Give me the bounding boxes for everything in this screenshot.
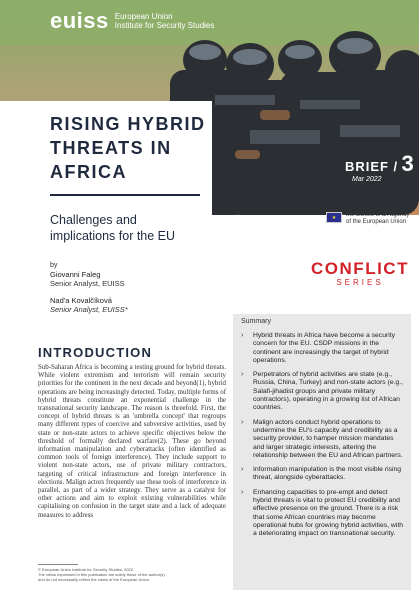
document-subtitle xyxy=(50,212,250,244)
summary-item-text: Enhancing capacities to pre-empt and detect hybrid threats is vital to protect EU credibility and effective presence on the ground. There is a risk that some African countries may become operational hubs for growing hybrid activities, with a deteriorating impact on transnational security. xyxy=(253,488,403,538)
author-name: Giovanni Faleg xyxy=(50,270,101,279)
subtitle-line: implications for the EU xyxy=(50,229,176,243)
summary-item-text: Hybrid threats in Africa have become a security concern for the EU. CSDP missions in the continent are increasingly the target of hybrid operations. xyxy=(253,332,396,364)
chevron-right-icon: › xyxy=(241,488,244,496)
summary-item xyxy=(241,489,405,539)
summary-heading: Summary xyxy=(241,318,271,325)
conflict-series-logo xyxy=(306,259,414,287)
author-role: Senior Analyst, EUISS* xyxy=(50,305,128,314)
summary-item xyxy=(241,332,405,365)
conflict-series-subtitle: SERIES xyxy=(336,278,384,287)
footnote-line: and do not necessarily reflect the views of the European Union. xyxy=(38,577,151,582)
publication-date: Mar 2022 xyxy=(352,176,382,183)
introduction-heading: INTRODUCTION xyxy=(38,345,153,360)
chevron-right-icon: › xyxy=(241,332,244,339)
introduction-body: Sub-Saharan Africa is becoming a testing ground for hybrid threats. While violent extremism and terrorism will remain security priorities for the continent in the next decade and beyond(1), hybrid operations are being increasingly detected. Today, multiple forms of hybrid threats constitute an exponential challenge in the transnational security landscape. The reason is threefold. First, the concept of hybrid threats is an 'umbrella concept' that regroups many different types of coercive and subversive activities, used by state or non-state actors to achieve specific objectives below the threshold of formally declared warfare(2). These go beyond information manipulation and cyberattacks (often identified as common tools of foreign interference). They include support to violent non-state actors, use of private military contractors, targeting of critical infrastructure and foreign interference in elections. Malign actors frequently use these tools of interference in parallel, as part of a wider strategy. They serve as a catalyst for other actions and aim to exploit existing vulnerabilities while capitalising on confusion in the target state and a lack of adequate measures to address xyxy=(38,364,226,519)
author-role: Senior Analyst, EUISS xyxy=(50,279,125,288)
brief-slash: / xyxy=(393,159,398,174)
summary-item-text: Perpetrators of hybrid activities are state (e.g., Russia, China, Turkey) and non-state actors (e.g., Salafi-jihadist groups and private military contractors), operating in a growing list of African countries. xyxy=(253,371,403,412)
eu-flag-icon: ★ xyxy=(326,212,342,223)
chevron-right-icon: › xyxy=(241,466,244,474)
footnote-line: © European Union Institute for Security Studies, 2022. xyxy=(38,567,135,572)
summary-item-text: Information manipulation is the most visible rising threat, alongside cyberattacks. xyxy=(253,466,402,482)
agency-line-2: of the European Union xyxy=(346,219,407,225)
summary-item xyxy=(241,466,405,483)
summary-box xyxy=(233,314,411,590)
author xyxy=(50,296,128,314)
summary-item xyxy=(241,419,405,460)
conflict-series-title: CONFLICT xyxy=(311,259,409,278)
document-title xyxy=(50,112,210,184)
author-name: Nad'a Kovalčíková xyxy=(50,296,112,305)
brand-line-2: Institute for Security Studies xyxy=(114,21,215,30)
eu-agency-mark xyxy=(326,212,409,226)
summary-list xyxy=(241,332,405,545)
copyright-footnote xyxy=(38,567,218,582)
footnote-line: The views expressed in this publication are solely those of the author(s) xyxy=(38,572,165,577)
euiss-name xyxy=(115,12,215,30)
brand-line-1: European Union xyxy=(114,12,173,21)
agency-line-1: the EUISS is an agency xyxy=(346,212,410,218)
subtitle-line: Challenges and xyxy=(50,213,137,227)
chevron-right-icon: › xyxy=(241,418,244,426)
title-divider xyxy=(50,194,200,196)
summary-item-text: Malign actors conduct hybrid operations to undermine the EU's capacity and credibility as a security provider, to hamper mission mandates and larger strategic interests, altering the relationship between the EU and African partners. xyxy=(253,418,403,459)
footnote-divider xyxy=(38,564,78,565)
euiss-logo xyxy=(50,8,214,34)
euiss-wordmark: euiss xyxy=(50,8,109,33)
summary-item xyxy=(241,371,405,412)
author xyxy=(50,270,125,288)
brief-issue-number: 3 xyxy=(401,151,414,176)
agency-text xyxy=(346,212,409,226)
by-label: by xyxy=(50,262,58,269)
title-line: THREATS IN xyxy=(50,138,172,158)
title-line: RISING HYBRID xyxy=(50,114,206,134)
title-line: AFRICA xyxy=(50,162,127,182)
brief-label: BRIEF xyxy=(345,159,389,174)
brief-number xyxy=(345,151,414,177)
chevron-right-icon: › xyxy=(241,371,244,379)
